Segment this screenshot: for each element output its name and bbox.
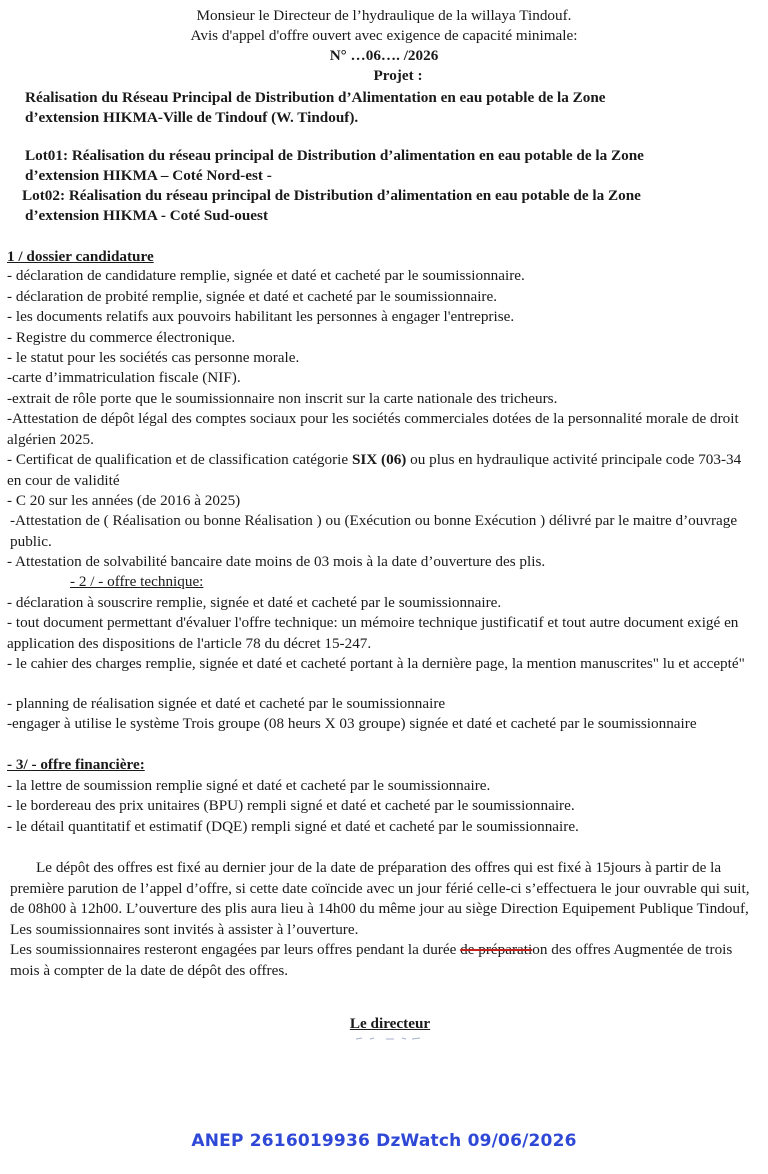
section2-item: -engager à utilise le système Trois groupe (08 heurs X 03 groupe) signée et daté et cacheté par le soumissionnaire — [7, 715, 697, 732]
section3-item: - la lettre de soumission remplie signé et daté et cacheté par le soumissionnaire. — [7, 777, 491, 794]
section2-item: - le cahier des charges remplie, signée et daté et cacheté portant à la dernière page, la mention manuscrites" lu et accepté" — [7, 655, 745, 672]
attestation-realisation: -Attestation de ( Réalisation ou bonne Réalisation ) ou (Exécution ou bonne Exécution ) délivré par le maitre d’ouvrage public. — [10, 512, 738, 550]
section1-item: - le statut pour les sociétés cas personne morale. — [7, 349, 300, 366]
engagement-text: Les soumissionnaires resteront engagées par leurs offres pendant la durée — [10, 941, 461, 958]
section1-item: -carte d’immatriculation fiscale (NIF). — [7, 369, 241, 386]
projet-label: Projet : — [373, 67, 423, 84]
struck-text: de préparati — [460, 941, 533, 958]
section1-item: - Registre du commerce électronique. — [7, 329, 236, 346]
notice-number: N° …06…. /2026 — [329, 47, 439, 64]
section1-item: - déclaration de probité remplie, signée et daté et cacheté par le soumissionnaire. — [7, 288, 498, 305]
lot2-line1: Lot02: Réalisation du réseau principal de Distribution d’alimentation en eau potable de la Zone — [22, 187, 641, 204]
lot2-line2: d’extension HIKMA - Coté Sud-ouest — [25, 207, 269, 224]
issuer-line: Monsieur le Directeur de l’hydraulique de la willaya Tindouf. — [196, 7, 572, 24]
section3-item: - le détail quantitatif et estimatif (DQE) rempli signé et daté et cacheté par le soumissionnaire. — [7, 818, 579, 835]
lot1-line2: d’extension HIKMA – Coté Nord-est - — [25, 167, 272, 184]
section1-item: - les documents relatifs aux pouvoirs habilitant les personnes à engager l'entreprise. — [7, 308, 515, 325]
certificat-text-end: ou plus en hydraulique activité principale code 703-34 en cour de validité — [7, 451, 742, 489]
engagement-text-end: on des offres Augmentée de trois mois à compter de la date de dépôt des offres. — [10, 941, 733, 979]
lot1-line1: Lot01: Réalisation du réseau principal de Distribution d’alimentation en eau potable de la Zone — [25, 147, 644, 164]
notice-type-line: Avis d'appel d'offre ouvert avec exigence de capacité minimale: — [190, 27, 578, 44]
section2-item: - planning de réalisation signée et daté et cacheté par le soumissionnaire — [7, 695, 446, 712]
section2-title: - 2 / - offre technique: — [70, 573, 204, 590]
engagement-paragraph — [10, 940, 762, 981]
section1-item: -extrait de rôle porte que le soumissionnaire non inscrit sur la carte nationale des tricheurs. — [7, 390, 558, 407]
categorie-value: SIX (06) — [351, 451, 407, 468]
certificat-text: - Certificat de qualification et de classification catégorie — [7, 451, 352, 468]
certificat-qualification — [7, 450, 759, 491]
section3-item: - le bordereau des prix unitaires (BPU) rempli signé et daté et cacheté par le soumissionnaire. — [7, 797, 575, 814]
section2-item: - tout document permettant d'évaluer l'offre technique: un mémoire technique justificatif et tout autre document exigé en application des dispositions de l'article 78 du décret 15-247. — [7, 614, 739, 652]
section1-title: 1 / dossier candidature — [7, 248, 154, 265]
attestation-solvabilite: - Attestation de solvabilité bancaire date moins de 03 mois à la date d’ouverture des plis. — [7, 553, 546, 570]
signature-scribble — [350, 1034, 430, 1042]
section2-item: - déclaration à souscrire remplie, signée et daté et cacheté par le soumissionnaire. — [7, 594, 502, 611]
section3-title: - 3/ - offre financière: — [7, 756, 145, 773]
c20-line: - C 20 sur les années (de 2016 à 2025) — [7, 492, 241, 509]
project-title-line2: d’extension HIKMA-Ville de Tindouf (W. Tindouf). — [25, 109, 359, 126]
publication-reference: ANEP 2616019936 DzWatch 09/06/2026 — [191, 1131, 577, 1151]
project-title-line1: Réalisation du Réseau Principal de Distribution d’Alimentation en eau potable de la Zone — [25, 89, 606, 106]
deposit-paragraph: Le dépôt des offres est fixé au dernier jour de la date de préparation des offres qui est fixé à 15jours à partir de la première parution de l’appel d’offre, si cette date coïncide avec un jour férié celle-ci s’effectuera le jour ouvrable qui suit, de 08h00 à 12h00. L’ouverture des plis aura lieu à 14h00 du même jour au siège Direction Equipement Publique Tindouf, Les soumissionnaires sont invités à assister à l’ouverture. — [10, 859, 750, 938]
signature-title: Le directeur — [349, 1015, 431, 1032]
section1-item: - déclaration de candidature remplie, signée et daté et cacheté par le soumissionnaire. — [7, 267, 525, 284]
attestation-depot-legal: -Attestation de dépôt légal des comptes sociaux pour les sociétés commerciales dotées de la personnalité morale de droit algérien 2025. — [7, 410, 739, 448]
